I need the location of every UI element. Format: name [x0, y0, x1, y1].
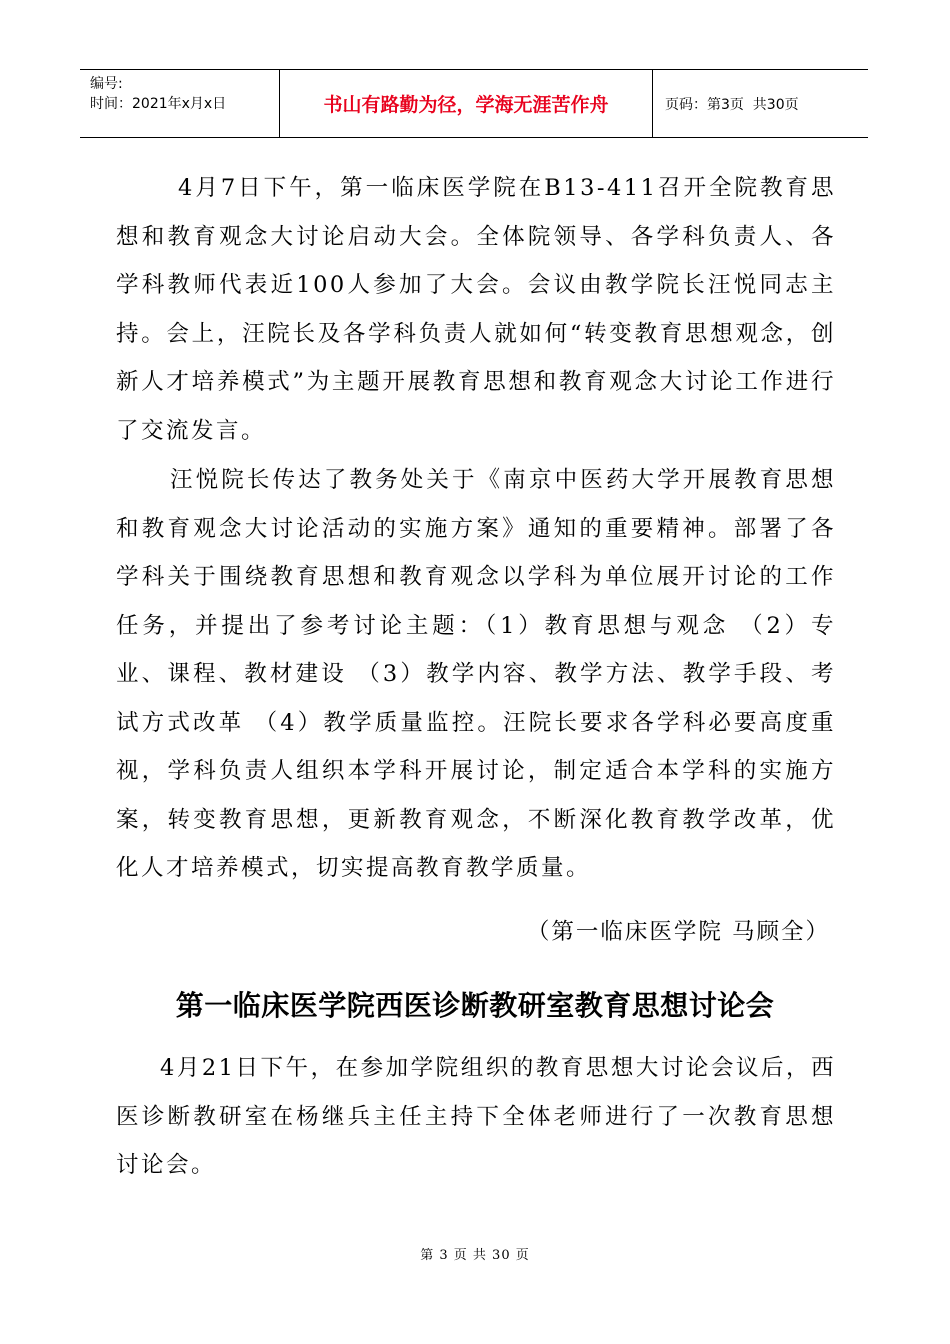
paragraph-dean-instructions: 汪悦院长传达了教务处关于《南京中医药大学开展教育思想和教育观念大讨论活动的实施方案》通知的重要精神。部署了各学科关于围绕教育思想和教育观念以学科为单位展开讨论的工作任务，并提出了参考讨论主题：（1）教育思想与观念 （2）专业、课程、教材建设 （3）教学内容、教学方法、教学手段、考试方式改革 （4）教学质量监控。汪院长要求各学科必要高度重视，学科负责人组织本学科开展讨论，制定适合本学科的实施方案，转变教育思想，更新教育观念，不断深化教育教学改革，优化人才培养模式，切实提高教育教学质量。 — [116, 467, 836, 881]
document-number-label: 编号: — [90, 76, 123, 92]
page-footer: 第 3 页 共 30 页 — [420, 1248, 530, 1263]
section-title: 第一临床医学院西医诊断教研室教育思想讨论会 — [175, 989, 775, 1022]
header-page-info — [653, 70, 868, 137]
header-motto: 书山有路勤为径，学海无涯苦作舟 — [280, 70, 653, 137]
paragraph-diagnosis-meeting: 4月21日下午，在参加学院组织的教育思想大讨论会议后，西医诊断教研室在杨继兵主任主持下全体老师进行了一次教育思想讨论会。 — [116, 1055, 836, 1178]
article-signature: （第一临床医学院 马顾全） — [526, 919, 830, 945]
header-page-text: 页码：第3页 共30页 — [665, 96, 799, 113]
header-meta — [80, 70, 280, 137]
paragraph-meeting-launch: 4月7日下午，第一临床医学院在B13-411召开全院教育思想和教育观念大讨论启动大会。全体院领导、各学科负责人、各学科教师代表近100人参加了大会。会议由教学院长汪悦同志主持。会上，汪院长及各学科负责人就如何“转变教育思想观念，创新人才培养模式”为主题开展教育思想和教育观念大讨论工作进行了交流发言。 — [116, 175, 836, 444]
header-table — [80, 69, 868, 138]
document-date-label: 时间：2021年x月x日 — [90, 96, 227, 112]
